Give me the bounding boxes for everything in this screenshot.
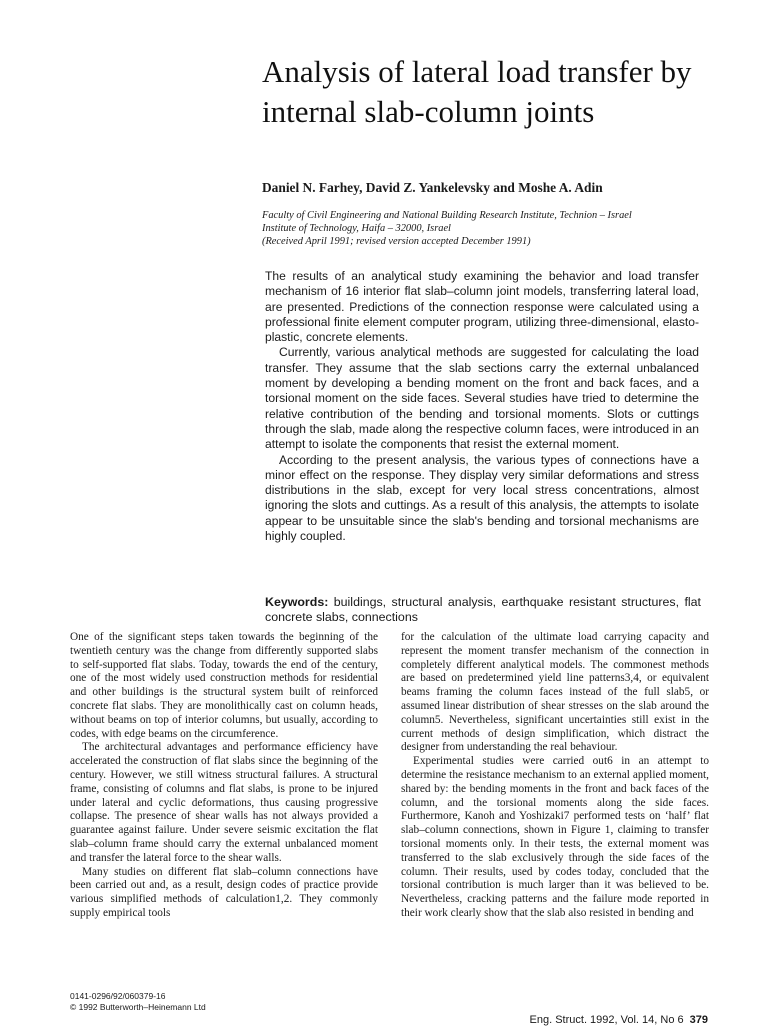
page-number: 379 (689, 1014, 708, 1026)
article-title: Analysis of lateral load transfer by internal slab-column joints (262, 54, 692, 129)
keywords-text: buildings, structural analysis, earthquake resistant structures, flat concrete slabs, connections (265, 595, 701, 625)
body-paragraph: The architectural advantages and performance efficiency have accelerated the construction of flat slabs since the beginning of the century. However, we still witness structural failures. A structural frame, consisting of columns and flat slabs, is prone to be injured under lateral and cyclic deformations, thus causing progressive collapse. The presence of shear walls has not always provided a guarantee against failure. Under severe seismic excitation the flat slab–column frame should carry the external unbalanced moment and transfer the lateral force to the shear walls. (70, 741, 378, 864)
body-paragraph: Experimental studies were carried out6 in an attempt to determine the resistance mechanism to an external applied moment, shared by: the bending moments in the front and back faces of the column, and the torsional moments along the side faces. Furthermore, Kanoh and Yoshizaki7 performed tests on ‘half’ flat slab–column connections, shown in Figure 1, claiming to transfer torsional moments only. In their tests, the external moment was transferred to the slab exclusively through the side faces of the column. Their results, used by codes today, concluded that the torsional contribution is much larger than it was believed to be. Nevertheless, cracking patterns and the failure mode reported in their work clearly show that the slab also resisted in bending and (401, 755, 709, 919)
publication-codes (70, 991, 206, 1013)
affiliation-line: Faculty of Civil Engineering and National Building Research Institute, Technion – Israel (262, 210, 632, 221)
body-column-left (70, 631, 378, 962)
body-column-right (401, 631, 709, 920)
received-dates: (Received April 1991; revised version accepted December 1991) (262, 236, 531, 248)
abstract-paragraph: According to the present analysis, the various types of connections have a minor effect on the response. They display very similar deformations and stress distributions in the slab, except for very local stress concentrations, almost ignoring the slots and cuttings. As a result of this analysis, the attempts to isolate appear to be unsuitable since the slab's bending and torsional mechanisms are highly coupled. (265, 452, 699, 544)
body-paragraph: for the calculation of the ultimate load carrying capacity and represent the moment transfer mechanism of the connection in completely different analytical models. The commonest methods are based on predetermined yield line patterns3,4, or equivalent beams framing the column faces instead of the full slab5, or assumed linear distribution of shear stresses on the slab around the column5. Nevertheless, significant uncertainties still exist in the current methods of design simplification, which distract the designer from understanding the real behaviour. (401, 631, 709, 754)
affiliation-block (262, 209, 722, 249)
abstract-paragraph: The results of an analytical study examining the behavior and load transfer mechanism of 16 interior flat slab–column joint models, transferring lateral load, are presented. Predictions of the connection response were calculated using a professional finite element computer program, utilizing three-dimensional, elasto-plastic, concrete elements. (265, 269, 699, 345)
journal-citation: Eng. Struct. 1992, Vol. 14, No 6 (529, 1014, 684, 1026)
copyright-notice: © 1992 Butterworth–Heinemann Ltd (70, 1002, 206, 1012)
keywords-label: Keywords: (265, 595, 329, 609)
issn-code: 0141-0296/92/060379-16 (70, 991, 166, 1001)
body-paragraph: Many studies on different flat slab–column connections have been carried out and, as a result, design codes of practice provide various simplified methods of calculation1,2. They commonly supply empirical tools (70, 865, 378, 919)
author-list: Daniel N. Farhey, David Z. Yankelevsky and Moshe A. Adin (262, 180, 603, 195)
abstract (265, 269, 699, 544)
body-paragraph: One of the significant steps taken towards the beginning of the twentieth century was the change from differently supported slabs to self-supported flat slabs. Today, towards the end of the century, one of the most widely used construction methods for residential and other buildings is the structural system built of reinforced concrete flat slabs. They are monolithically cast on column heads, without beams on top of interior columns, but usually, according to codes, with edge beams on the circumference. (70, 631, 378, 740)
running-footer (530, 1014, 708, 1026)
keywords (265, 595, 701, 626)
abstract-paragraph: Currently, various analytical methods are suggested for calculating the load transfer. They assume that the slab sections carry the external unbalanced moment by developing a bending moment on the front and back faces, and a torsional moment on the side faces. Several studies have tried to determine the relative contribution of the bending and torsional moments. Slots or cuttings through the slab, made along the respective column faces, were introduced in an attempt to isolate the components that resist the external moment. (265, 345, 699, 452)
affiliation-line: Institute of Technology, Haifa – 32000, Israel (262, 223, 451, 235)
